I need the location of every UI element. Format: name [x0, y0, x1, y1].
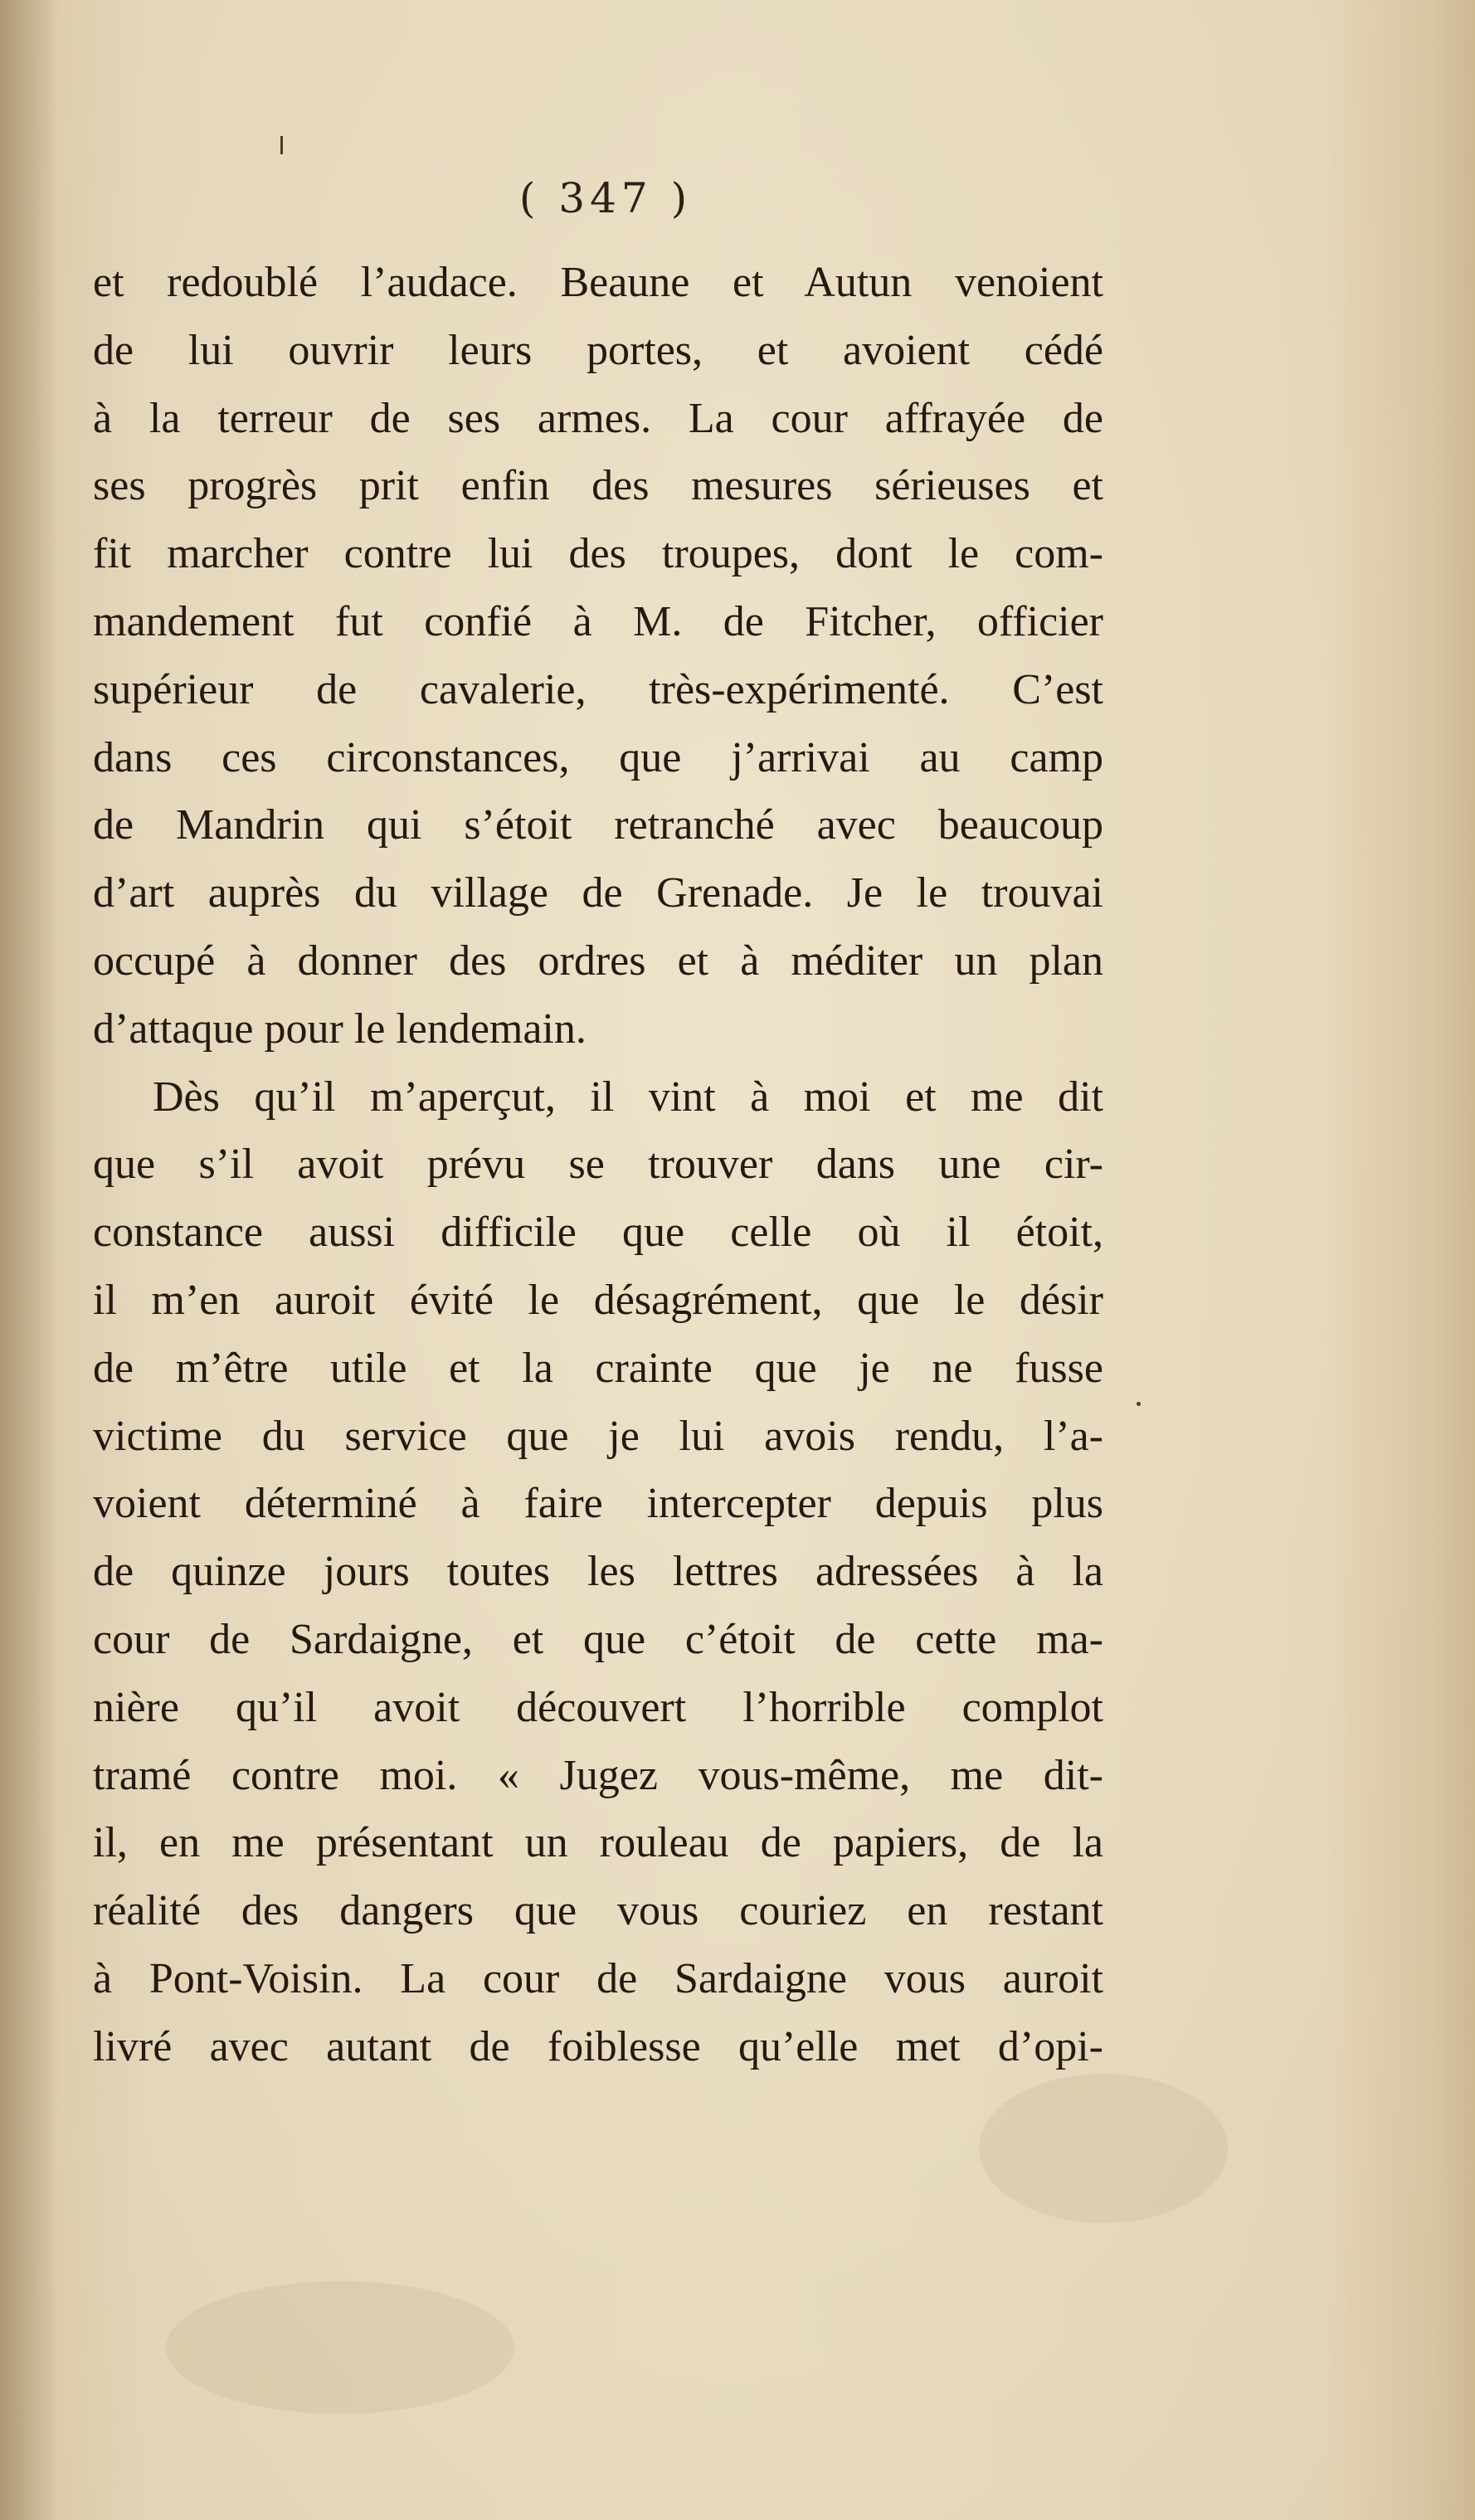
- text-line: dans ces circonstances, que j’arrivai au camp: [93, 733, 1103, 781]
- text-line: mandement fut confié à M. de Fitcher, officier: [93, 597, 1103, 645]
- text-line: d’art auprès du village de Grenade. Je le trouvai: [93, 869, 1103, 917]
- text-line: voient déterminé à faire intercepter depuis plus: [93, 1480, 1103, 1528]
- text-line: victime du service que je lui avois rendu, l’a-: [93, 1412, 1103, 1460]
- binding-shadow: [0, 0, 58, 2520]
- text-line: ses progrès prit enfin des mesures sérieuses et: [93, 462, 1103, 510]
- ink-speck: [1137, 1402, 1141, 1406]
- text-line: constance aussi difficile que celle où il étoit,: [93, 1209, 1103, 1257]
- text-line: cour de Sardaigne, et que c’étoit de cette ma-: [93, 1615, 1103, 1663]
- page-number: ( 347 ): [518, 174, 693, 222]
- text-line: il, en me présentant un rouleau de papiers, de la: [93, 1819, 1103, 1867]
- text-line: tramé contre moi. « Jugez vous-même, me dit-: [93, 1751, 1103, 1799]
- text-line: de Mandrin qui s’étoit retranché avec beaucoup: [93, 801, 1103, 849]
- paper-stain: [166, 2281, 514, 2414]
- text-line: que s’il avoit prévu se trouver dans une cir-: [93, 1141, 1103, 1189]
- text-line: à Pont-Voisin. La cour de Sardaigne vous auroit: [93, 1954, 1103, 2002]
- paragraph-1: [93, 249, 1103, 1063]
- text-line: de lui ouvrir leurs portes, et avoient cédé: [93, 326, 1103, 374]
- text-line: de quinze jours toutes les lettres adressées à la: [93, 1548, 1103, 1596]
- paragraph-2: [93, 1063, 1103, 2081]
- text-line: d’attaque pour le lendemain.: [93, 1005, 587, 1053]
- paper-stain: [979, 2074, 1228, 2223]
- text-line: livré avec autant de foiblesse qu’elle met d’opi-: [93, 2022, 1103, 2070]
- text-line: supérieur de cavalerie, très-expérimenté. C’est: [93, 665, 1103, 713]
- text-line: à la terreur de ses armes. La cour affrayée de: [93, 394, 1103, 442]
- text-line: et redoublé l’audace. Beaune et Autun venoient: [93, 259, 1103, 306]
- text-line: Dès qu’il m’aperçut, il vint à moi et me dit: [153, 1073, 1103, 1121]
- text-line: nière qu’il avoit découvert l’horrible complot: [93, 1683, 1103, 1731]
- text-line: fit marcher contre lui des troupes, dont le com-: [93, 530, 1103, 578]
- ink-speck: [280, 136, 283, 154]
- text-line: il m’en auroit évité le désagrément, que le désir: [93, 1276, 1103, 1324]
- text-line: réalité des dangers que vous couriez en restant: [93, 1887, 1103, 1935]
- body-text: [93, 249, 1103, 2081]
- text-line: de m’être utile et la crainte que je ne fusse: [93, 1344, 1103, 1392]
- text-line: occupé à donner des ordres et à méditer un plan: [93, 936, 1103, 985]
